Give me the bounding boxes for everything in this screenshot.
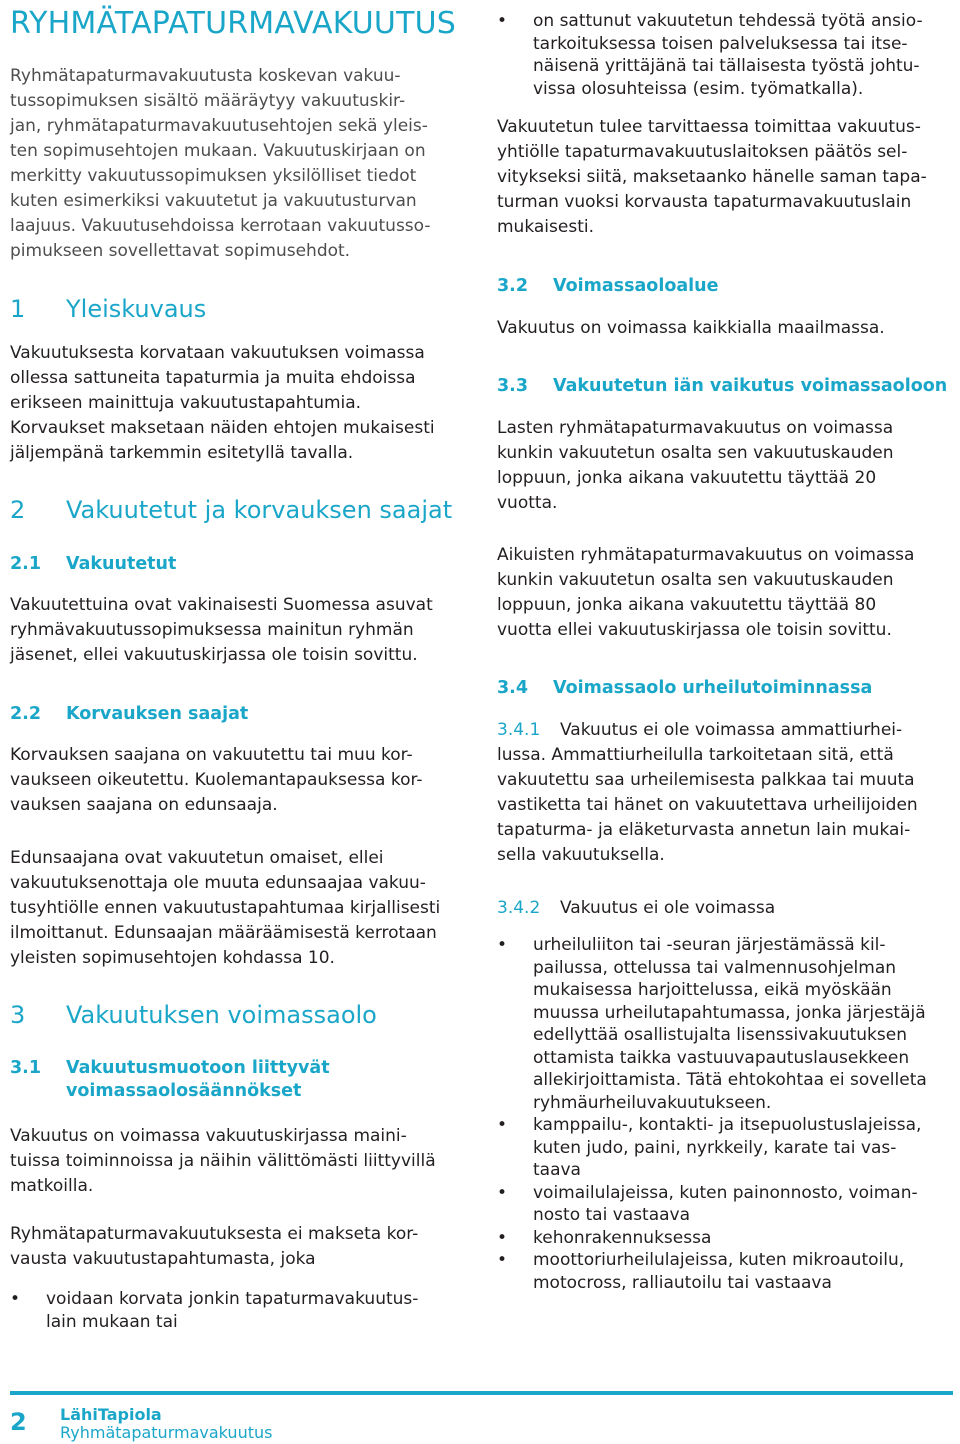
text-line: jäsenet, ellei vakuutuskirjassa ole toisin sovittu.	[10, 645, 418, 665]
bullet-icon: •	[497, 1250, 508, 1270]
text-line: moottoriurheilulajeissa, kuten mikroautoilu,	[533, 1250, 905, 1270]
section-1-heading	[10, 294, 206, 324]
text-line: kuten esimerkiksi vakuutetut ja vakuutusturvan	[10, 191, 417, 211]
text-line: tuissa toiminnoissa ja näihin välittömästi liittyvillä	[10, 1151, 436, 1171]
text-line: Vakuutus on voimassa vakuutuskirjassa maini-	[10, 1126, 407, 1146]
text-line: tusyhtiölle ennen vakuutustapahtumaa kirjallisesti	[10, 898, 441, 918]
list-item	[10, 1288, 418, 1333]
section-2-2-paragraph-1	[10, 743, 423, 818]
text-line: motocross, ralliautoilu tai vastaava	[533, 1272, 832, 1293]
text-line: mukaisessa harjoittelussa, eikä myöskään	[533, 980, 892, 1000]
section-2-2-paragraph-2	[10, 846, 440, 971]
section-title: Vakuutetut ja korvauksen saajat	[66, 496, 453, 524]
section-3-2-paragraph	[497, 316, 885, 341]
section-2-heading	[10, 495, 452, 525]
text-line: vuotta.	[497, 493, 558, 513]
section-3-heading	[10, 1000, 377, 1030]
text-line: pimukseen sovellettavat sopimusehdot.	[10, 241, 351, 261]
text-line: vissa olosuhteissa (esim. työmatkalla).	[533, 78, 864, 99]
text-line: turman vuoksi korvausta tapaturmavakuutuslain	[497, 192, 912, 212]
section-3-1-paragraph-3	[497, 115, 927, 240]
intro-paragraph	[10, 64, 431, 264]
bullet-icon: •	[497, 1182, 508, 1203]
text-line: ten sopimusehtojen mukaan. Vakuutuskirjaan on	[10, 141, 426, 161]
section-3-1-paragraph-2	[10, 1222, 418, 1272]
text-line: vaukseen oikeutettu. Kuolemantapauksessa kor-	[10, 770, 423, 790]
section-3-1-heading	[10, 1057, 330, 1103]
exclusion-list-right	[497, 10, 923, 100]
list-item	[497, 1182, 927, 1227]
section-title: Vakuutetut	[66, 554, 177, 574]
section-3-4-2-lead	[497, 896, 775, 921]
section-number: 2.2	[10, 704, 42, 724]
text-line: tarkoituksessa toisen palveluksessa tai itse-	[533, 33, 908, 54]
section-title: Voimassaolo urheilutoiminnassa	[553, 678, 873, 698]
bullet-icon: •	[10, 1289, 21, 1309]
brand-name: LähiTapiola	[60, 1405, 162, 1424]
text-line: muussa urheilutapahtumassa, jonka järjestäjä	[533, 1002, 926, 1023]
text-line: ryhmävakuutussopimuksessa mainitun ryhmän	[10, 620, 414, 640]
text-line: kamppailu-, kontakti- ja itsepuolustuslajeissa,	[533, 1115, 922, 1135]
text-line: Vakuutus on voimassa kaikkialla maailmassa.	[497, 318, 885, 338]
text-line: Vakuutuksesta korvataan vakuutuksen voimassa	[10, 343, 425, 363]
text-line: matkoilla.	[10, 1176, 94, 1196]
text-line: edellyttää osallistujalta lisenssivakuutuksen	[533, 1025, 907, 1045]
text-line: tapaturma- ja eläketurvasta annetun lain mukai-	[497, 820, 911, 840]
text-line: Korvaukset maksetaan näiden ehtojen mukaisesti	[10, 418, 435, 438]
document-name: Ryhmätapaturmavakuutus	[60, 1423, 273, 1442]
section-title-line-1: Vakuutusmuotoon liittyvät	[66, 1058, 330, 1078]
text-line: ollessa sattuneita tapaturmia ja muita ehdoissa	[10, 368, 416, 388]
section-number: 2	[10, 496, 26, 524]
text-line: yhtiölle tapaturmavakuutuslaitoksen päätös sel-	[497, 142, 908, 162]
bullet-icon: •	[497, 1227, 508, 1248]
section-2-1-paragraph	[10, 593, 433, 668]
text-line: voimailulajeissa, kuten painonnosto, voiman-	[533, 1182, 918, 1203]
section-3-4-1-paragraph	[497, 718, 918, 868]
text-line: voidaan korvata jonkin tapaturmavakuutus-	[46, 1289, 419, 1309]
text-line: kuten judo, paini, nyrkkeily, karate tai vas-	[533, 1137, 897, 1158]
list-item	[497, 1227, 927, 1250]
list-item	[497, 1249, 927, 1294]
text-line: lussa. Ammattiurheilulla tarkoitetaan sitä, että	[497, 745, 894, 765]
text-line: kehonrakennuksessa	[533, 1227, 712, 1248]
section-number: 2.1	[10, 554, 42, 574]
text-line: Lasten ryhmätapaturmavakuutus on voimassa	[497, 418, 894, 438]
list-item	[497, 934, 927, 1114]
page-number: 2	[10, 1408, 27, 1436]
text-line: taava	[533, 1160, 581, 1180]
text-line: ryhmäurheiluvakuutukseen.	[533, 1092, 772, 1113]
list-item	[497, 10, 923, 100]
subsection-lead-text: Vakuutus ei ole voimassa	[560, 898, 776, 918]
bullet-icon: •	[497, 11, 508, 31]
list-item	[497, 1114, 927, 1182]
text-line: jäljempänä tarkemmin esitetyllä tavalla.	[10, 443, 354, 463]
text-line: allekirjoittamista. Tätä ehtokohtaa ei sovelleta	[533, 1070, 927, 1090]
text-line: lain mukaan tai	[46, 1311, 178, 1332]
text-line: urheiluliiton tai -seuran järjestämässä kil-	[533, 935, 886, 955]
section-title: Korvauksen saajat	[66, 704, 249, 724]
section-1-paragraph	[10, 341, 435, 466]
text-line: näisenä yrittäjänä tai tällaisesta työstä johtu-	[533, 56, 920, 76]
section-3-1-paragraph-1	[10, 1124, 436, 1199]
section-2-1-heading	[10, 553, 176, 576]
text-line: laajuus. Vakuutusehdoissa kerrotaan vakuutusso-	[10, 216, 431, 236]
text-line: vitykseksi siitä, maksetaanko hänelle saman tapa-	[497, 167, 927, 187]
footer-divider	[10, 1391, 953, 1395]
text-line: vuotta ellei vakuutuskirjassa ole toisin sovittu.	[497, 620, 892, 640]
text-line: kunkin vakuutetun osalta sen vakuutuskauden	[497, 570, 894, 590]
text-line: yleisten sopimusehtojen kohdassa 10.	[10, 948, 335, 968]
text-line: tussopimuksen sisältö määräytyy vakuutuskir-	[10, 91, 406, 111]
section-number: 3.2	[497, 276, 529, 296]
bullet-icon: •	[497, 935, 508, 955]
text-line: Edunsaajana ovat vakuutetun omaiset, ellei	[10, 848, 384, 868]
text-line: Ryhmätapaturmavakuutuksesta ei makseta kor-	[10, 1224, 419, 1244]
section-3-3-paragraph-1	[497, 416, 894, 516]
text-line: sella vakuutuksella.	[497, 845, 665, 865]
section-title: Vakuutetun iän vaikutus voimassaoloon	[553, 376, 948, 396]
document-title: RYHMÄTAPATURMAVAKUUTUS	[10, 6, 457, 41]
text-line: ottamista taikka vastuuvapautuslausekkeen	[533, 1047, 910, 1068]
subsection-number: 3.4.1	[497, 720, 541, 740]
text-line: ilmoittanut. Edunsaajan määräämisestä kerrotaan	[10, 923, 437, 943]
section-3-3-paragraph-2	[497, 543, 914, 643]
text-line: pailussa, ottelussa tai valmennusohjelman	[533, 957, 897, 978]
text-line: Vakuutetun tulee tarvittaessa toimittaa vakuutus-	[497, 117, 921, 137]
text-line: vausta vakuutustapahtumasta, joka	[10, 1249, 316, 1269]
text-line: kunkin vakuutetun osalta sen vakuutuskauden	[497, 443, 894, 463]
bullet-icon: •	[497, 1115, 508, 1135]
subsection-number: 3.4.2	[497, 898, 541, 918]
section-number: 3.4	[497, 678, 529, 698]
text-line: on sattunut vakuutetun tehdessä työtä ansio-	[533, 11, 923, 31]
exclusion-list-left	[10, 1288, 418, 1333]
text-line: loppuun, jonka aikana vakuutettu täyttää 20	[497, 468, 877, 488]
section-3-4-heading	[497, 677, 872, 700]
sports-exclusion-list	[497, 934, 927, 1294]
text-line: merkitty vakuutussopimuksen yksilölliset tiedot	[10, 166, 417, 186]
text-line: Vakuutettuina ovat vakinaisesti Suomessa asuvat	[10, 595, 433, 615]
section-3-2-heading	[497, 275, 718, 298]
section-title-line-2: voimassaolosäännökset	[66, 1081, 302, 1101]
text-line: mukaisesti.	[497, 217, 594, 237]
section-title: Vakuutuksen voimassaolo	[66, 1001, 377, 1029]
text-line: vakuutettu saa urheilemisesta palkkaa tai muuta	[497, 770, 915, 790]
section-number: 3.1	[10, 1058, 42, 1078]
text-line: vauksen saajana on edunsaaja.	[10, 795, 278, 815]
text-line: vastiketta tai hänet on vakuutettava urheilijoiden	[497, 795, 918, 815]
subsection-lead: Vakuutus ei ole voimassa ammattiurhei-	[560, 720, 903, 740]
section-title: Voimassaoloalue	[553, 276, 719, 296]
section-number: 3	[10, 1001, 26, 1029]
text-line: jan, ryhmätapaturmavakuutusehtojen sekä yleis-	[10, 116, 428, 136]
text-line: Ryhmätapaturmavakuutusta koskevan vakuu-	[10, 66, 401, 86]
text-line: Aikuisten ryhmätapaturmavakuutus on voimassa	[497, 545, 915, 565]
section-number: 1	[10, 295, 26, 323]
section-number: 3.3	[497, 376, 529, 396]
section-title: Yleiskuvaus	[66, 295, 207, 323]
text-line: loppuun, jonka aikana vakuutettu täyttää 80	[497, 595, 877, 615]
section-3-3-heading	[497, 375, 947, 398]
subsection-body	[497, 743, 918, 868]
text-line: erikseen mainittuja vakuutustapahtumia.	[10, 393, 362, 413]
text-line: nosto tai vastaava	[533, 1205, 691, 1225]
section-2-2-heading	[10, 703, 248, 726]
text-line: Korvauksen saajana on vakuutettu tai muu kor-	[10, 745, 413, 765]
text-line: vakuutuksenottaja ole muuta edunsaajaa vakuu-	[10, 873, 426, 893]
